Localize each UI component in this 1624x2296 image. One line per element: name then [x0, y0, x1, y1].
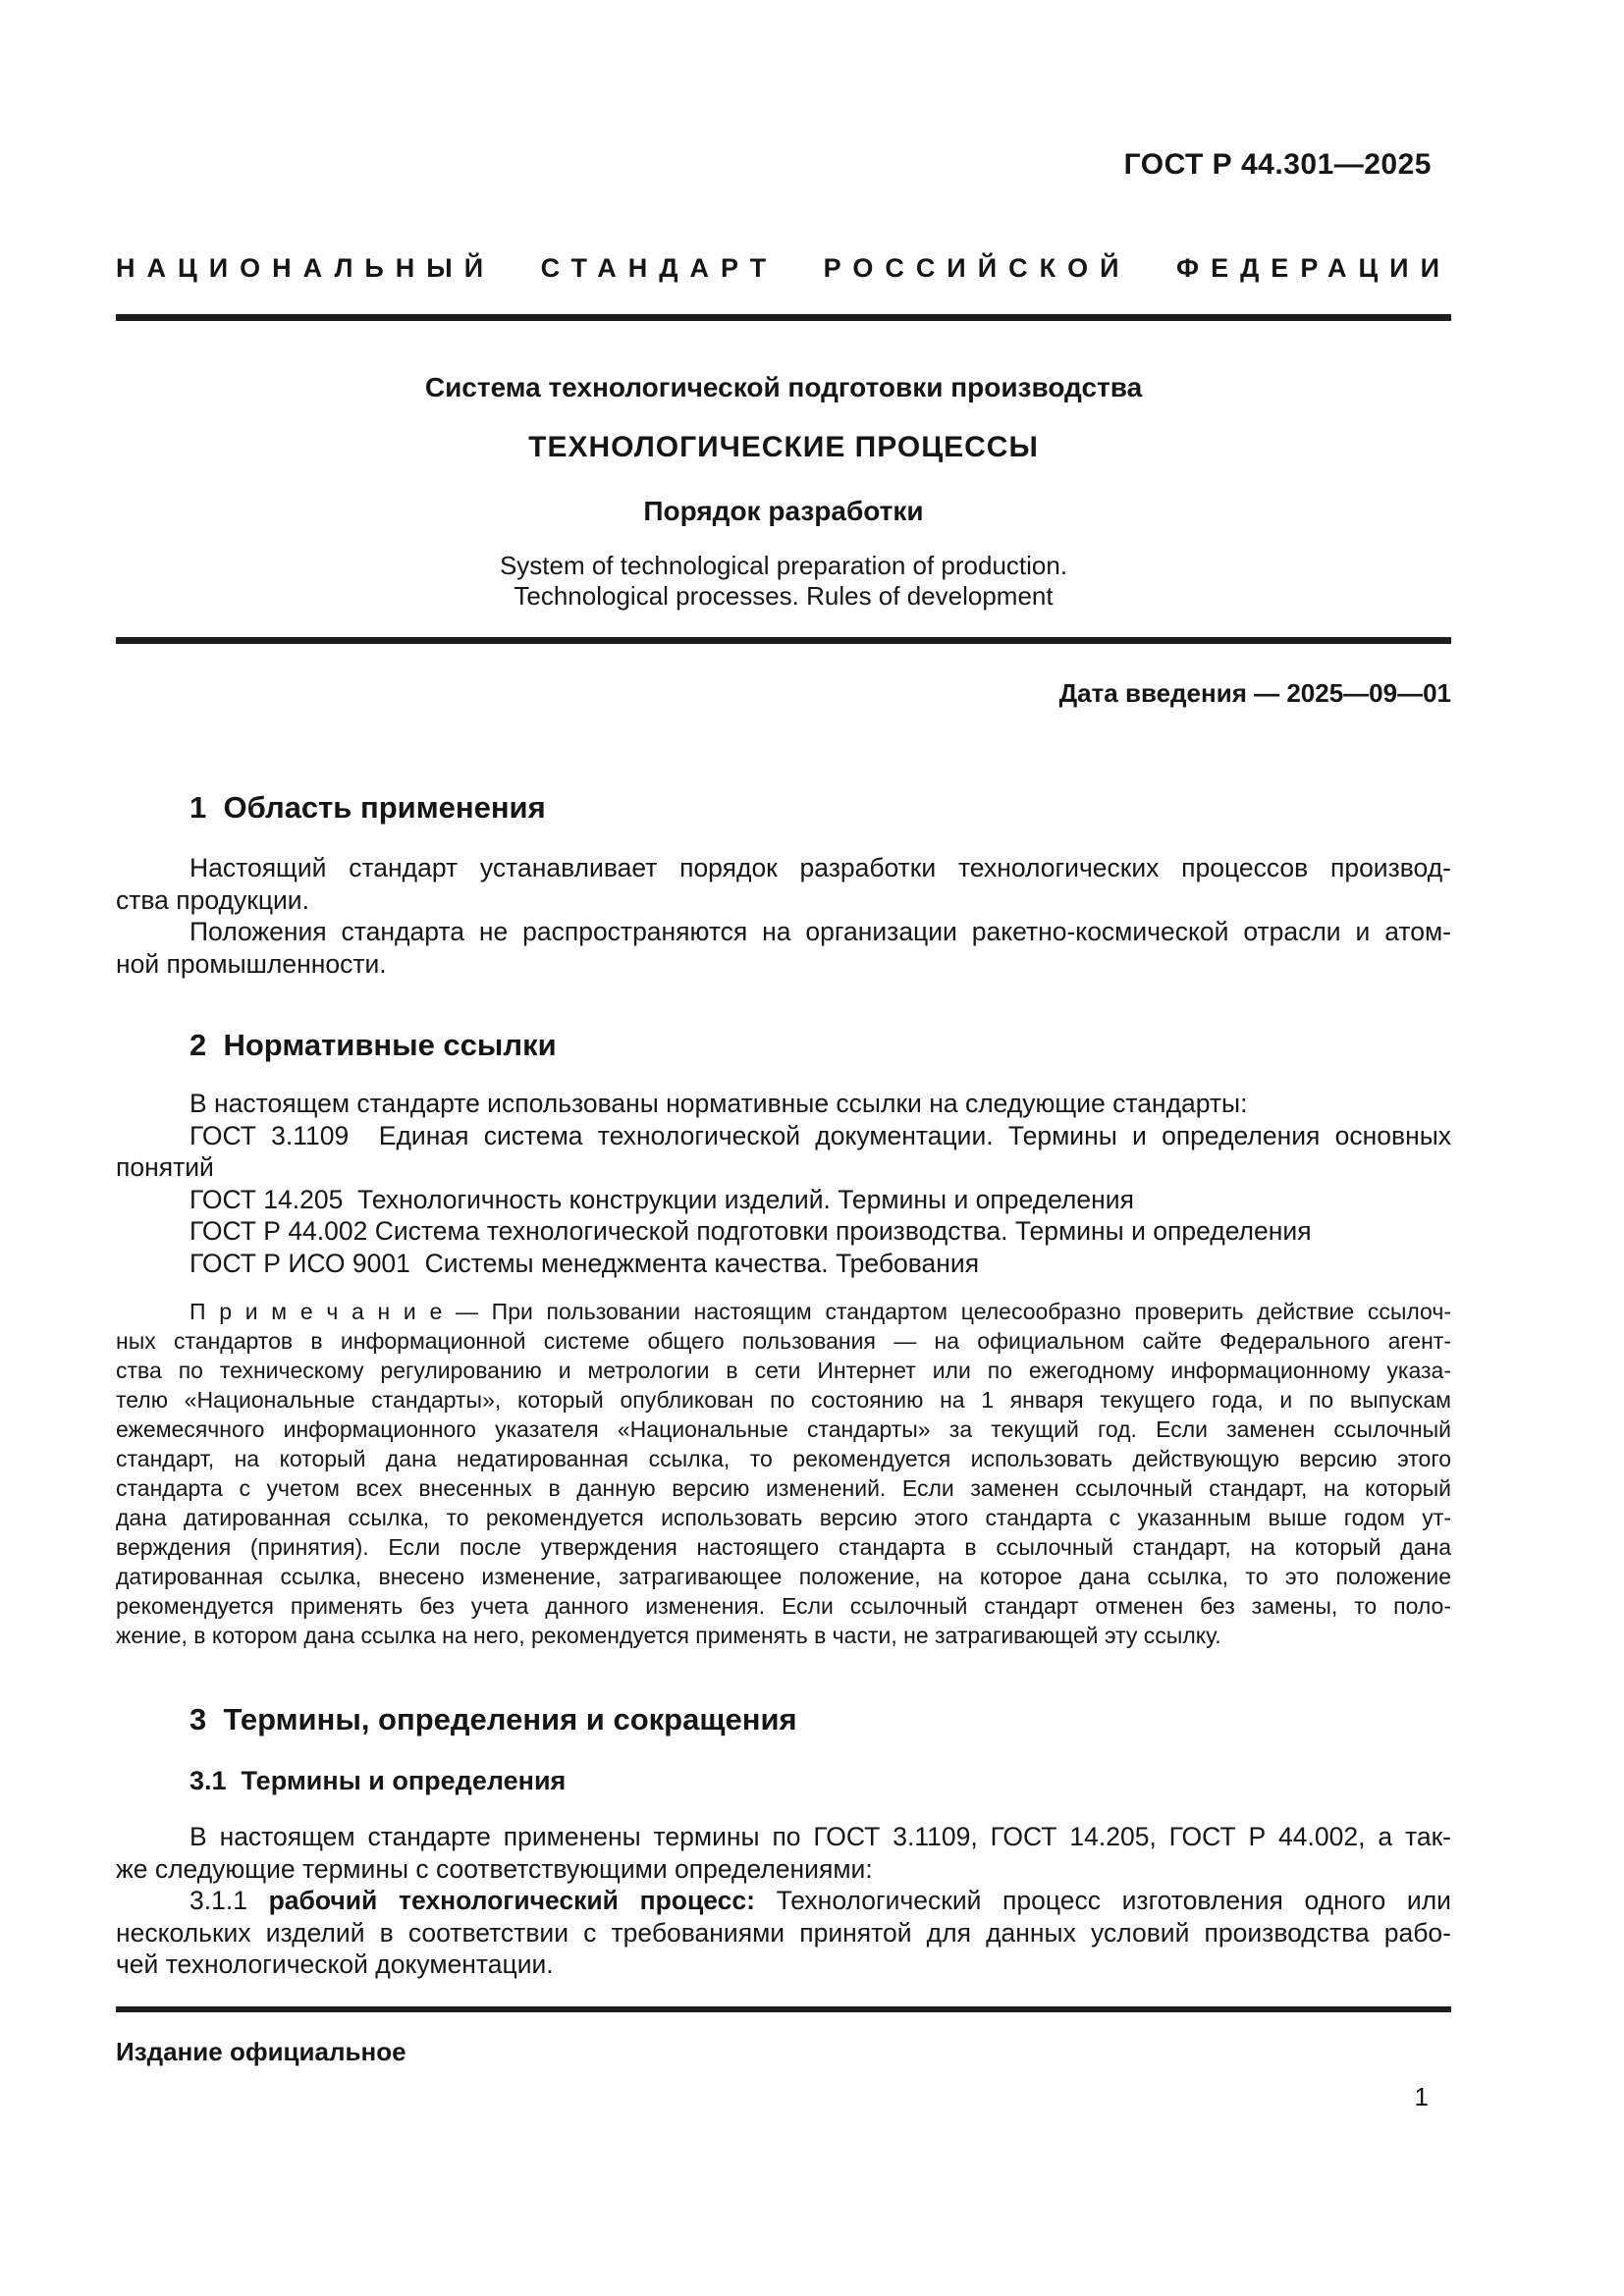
page-number: 1 — [1414, 2081, 1429, 2111]
text-line: ства продукции. — [116, 884, 309, 915]
paragraph-scope-2 — [116, 916, 1451, 980]
text-line: ной промышленности. — [116, 948, 387, 979]
paragraph-terms-intro — [116, 1821, 1451, 1885]
term-definition-line1 — [116, 1885, 1451, 1917]
section-2-heading: 2 Нормативные ссылки — [189, 1028, 557, 1062]
section-1-heading: 1 Область применения — [189, 790, 546, 825]
reference-gost-r-44-002 — [116, 1215, 1451, 1248]
paragraph-refs-intro — [116, 1088, 1451, 1120]
clause-number: 3.1.1 — [189, 1886, 269, 1915]
term-name: рабочий технологический процесс: — [268, 1886, 755, 1915]
title-system-line: Система технологической подготовки производства — [424, 372, 1143, 402]
title-english-line2: Technological processes. Rules of development — [514, 581, 1054, 611]
term-definition-paragraph — [116, 1885, 1451, 1981]
text-line: П р и м е ч а н и е — При пользовании настоящим стандартом целесообразно проверить действие ссылоч- — [189, 1299, 1451, 1324]
title-main: ТЕХНОЛОГИЧЕСКИЕ ПРОЦЕССЫ — [528, 431, 1039, 463]
text-line: стандарт, на который дана недатированная ссылка, то рекомендуется использовать действующую версию этого — [116, 1446, 1451, 1471]
text-line: ГОСТ 14.205 Технологичность конструкции изделий. Термины и определения — [189, 1184, 1134, 1214]
document-code: ГОСТ Р 44.301—2025 — [1123, 148, 1432, 181]
text-line: жение, в котором дана ссылка на него, рекомендуется применять в части, не затрагивающей эту ссылку. — [116, 1623, 1221, 1648]
standard-type-banner: НАЦИОНАЛЬНЫЙ СТАНДАРТ РОССИЙСКОЙ ФЕДЕРАЦИИ — [116, 253, 1451, 283]
text-line: стандарта с учетом всех внесенных в данную версию изменений. Если заменен ссылочный стандарт, на который — [116, 1475, 1451, 1501]
paragraph-scope-1 — [116, 852, 1451, 916]
text-line: ства по техническому регулированию и метрологии в сети Интернет или по ежегодному информационному указа- — [116, 1358, 1451, 1383]
reference-gost-r-iso-9001 — [116, 1248, 1451, 1280]
note-block — [116, 1297, 1451, 1650]
text-line: В настоящем стандарте применены термины по ГОСТ 3.1109, ГОСТ 14.205, ГОСТ Р 44.002, а так- — [189, 1822, 1451, 1851]
title-english-line1: System of technological preparation of production. — [499, 551, 1068, 580]
footer-rule — [116, 2006, 1451, 2012]
text-line: рекомендуется применять без учета данного изменения. Если ссылочный стандарт отменен без замены, то поло- — [116, 1593, 1451, 1619]
title-rule — [116, 637, 1451, 644]
official-edition-label: Издание официальное — [116, 2036, 406, 2066]
page-content — [116, 0, 1451, 2112]
text-line: ГОСТ 3.1109 Единая система технологической документации. Термины и определения основных — [189, 1120, 1451, 1150]
title-block — [116, 370, 1451, 612]
title-subtitle: Порядок разработки — [643, 496, 924, 526]
subsection-3-1-heading: 3.1 Термины и определения — [189, 1766, 567, 1795]
text-line: ежемесячного информационного указателя «Национальные стандарты» за текущий год. Если заменен ссылочный — [116, 1416, 1451, 1442]
title-english — [116, 551, 1451, 612]
text-line: же следующие термины с соответствующими определениями: — [116, 1853, 873, 1884]
term-definition-line3: чей технологической документации. — [116, 1949, 554, 1979]
text-line: телю «Национальные стандарты», который опубликован по состоянию на 1 января текущего года, и по выпускам — [116, 1387, 1451, 1413]
text-line: ГОСТ Р ИСО 9001 Системы менеджмента качества. Требования — [189, 1248, 980, 1278]
text-line: ных стандартов в информационной системе общего пользования — на официальном сайте Федерального агент- — [116, 1328, 1451, 1354]
text-line: В настоящем стандарте использованы нормативные ссылки на следующие стандарты: — [189, 1089, 1248, 1118]
header-rule — [116, 314, 1451, 321]
text-line: верждения (принятия). Если после утверждения настоящего стандарта в ссылочный стандарт, на который дана — [116, 1534, 1451, 1560]
text-line: Положения стандарта не распространяются на организации ракетно-космической отрасли и атом- — [189, 917, 1451, 946]
text-line: понятий — [116, 1152, 214, 1182]
section-3-heading: 3 Термины, определения и сокращения — [189, 1702, 797, 1736]
text-line: Настоящий стандарт устанавливает порядок разработки технологических процессов производ- — [189, 853, 1451, 882]
reference-gost-14-205 — [116, 1184, 1451, 1216]
text-line: датированная ссылка, внесено изменение, затрагивающее положение, на которое дана ссылка, то это положение — [116, 1564, 1451, 1589]
text-line: ГОСТ Р 44.002 Система технологической подготовки производства. Термины и определения — [189, 1216, 1312, 1246]
effective-date: Дата введения — 2025—09—01 — [1058, 678, 1451, 708]
text-line: дана датированная ссылка, то рекомендуется использовать версию этого стандарта с указанным выше годом ут- — [116, 1505, 1451, 1530]
term-definition-part1: Технологический процесс изготовления одного или — [754, 1886, 1451, 1915]
term-definition-line2: нескольких изделий в соответствии с требованиями принятой для данных условий производства рабо- — [116, 1917, 1451, 1948]
reference-gost-3-1109 — [116, 1120, 1451, 1184]
